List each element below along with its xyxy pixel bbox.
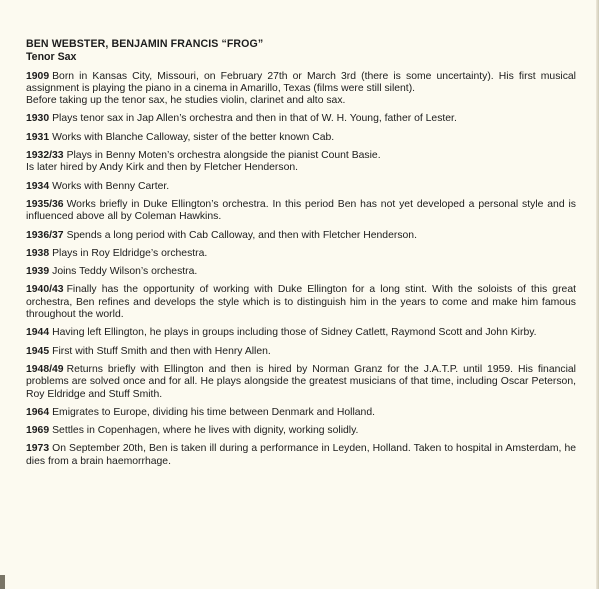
- page-title: BEN WEBSTER, BENJAMIN FRANCIS “FROG”: [26, 38, 264, 50]
- timeline-entry: [26, 284, 576, 321]
- entry-year: 1931: [26, 131, 50, 143]
- biography-content: [26, 38, 576, 474]
- entry-text: Works with Blanche Calloway, sister of the better known Cab.: [52, 131, 335, 143]
- entry-extra-text: Before taking up the tenor sax, he studies violin, clarinet and alto sax.: [26, 95, 346, 107]
- entry-text: Works briefly in Duke Ellington’s orchestra. In this period Ben has not yet developed a personal style and is influenced above all by Coleman Hawkins.: [26, 198, 576, 223]
- timeline-entry: [26, 71, 576, 108]
- timeline-entry: [26, 364, 576, 401]
- entry-year: 1936/37: [26, 229, 64, 241]
- timeline-entry: [26, 443, 576, 468]
- entry-year: 1969: [26, 425, 50, 437]
- timeline-entry: [26, 266, 576, 278]
- entry-text: Plays in Benny Moten’s orchestra alongside the pianist Count Basie.: [66, 150, 381, 162]
- entry-year: 1973: [26, 443, 50, 455]
- entry-year: 1964: [26, 406, 50, 418]
- entry-extra-text: Is later hired by Andy Kirk and then by Fletcher Henderson.: [26, 162, 299, 174]
- entry-year: 1939: [26, 266, 50, 278]
- entry-year: 1938: [26, 247, 50, 259]
- entry-text: Works with Benny Carter.: [52, 180, 170, 192]
- timeline-entry: [26, 230, 576, 242]
- entry-year: 1944: [26, 327, 50, 339]
- entry-text: Settles in Copenhagen, where he lives with dignity, working solidly.: [52, 425, 359, 437]
- entry-year: 1934: [26, 180, 50, 192]
- entry-text: Plays in Roy Eldridge’s orchestra.: [52, 247, 208, 259]
- timeline-entry: [26, 199, 576, 224]
- timeline-entry: [26, 181, 576, 193]
- entry-text: On September 20th, Ben is taken ill during a performance in Leyden, Holland. Taken to hospital in Amsterdam, he dies from a brain haemorrhage.: [26, 443, 576, 467]
- entry-text: Emigrates to Europe, dividing his time between Denmark and Holland.: [52, 406, 375, 418]
- entry-year: 1948/49: [26, 363, 64, 375]
- timeline-entry: [26, 248, 576, 260]
- timeline-entry: [26, 150, 576, 175]
- entry-year: 1909: [26, 70, 50, 82]
- entry-text: Finally has the opportunity of working with Duke Ellington for a long stint. With the soloists of this great orchestra, Ben refines and develops the style which is to distinguish him in the years to come and make him famous throughout the world.: [26, 284, 576, 321]
- entry-year: 1930: [26, 113, 50, 125]
- entry-year: 1935/36: [26, 198, 64, 210]
- entry-year: 1940/43: [26, 284, 64, 296]
- entry-text: Spends a long period with Cab Calloway, and then with Fletcher Henderson.: [66, 229, 417, 241]
- timeline-entry: [26, 327, 576, 339]
- timeline-entry: [26, 346, 576, 358]
- entry-text: First with Stuff Smith and then with Henry Allen.: [52, 345, 271, 357]
- timeline-entry: [26, 407, 576, 419]
- page-subtitle: Tenor Sax: [26, 51, 77, 64]
- entry-text: Born in Kansas City, Missouri, on February 27th or March 3rd (there is some uncertainty). His first musical assignment is playing the piano in a cinema in Amarillo, Texas (films were still silent).: [26, 70, 576, 94]
- entry-text: Having left Ellington, he plays in groups including those of Sidney Catlett, Raymond Scott and John Kirby.: [52, 327, 537, 339]
- entry-text: Returns briefly with Ellington and then is hired by Norman Granz for the J.A.T.P. until 1959. His financial problems are solved once and for all. He plays alongside the greatest musicians of that time, including Oscar Peterson, Roy Eldridge and Stuff Smith.: [26, 363, 576, 400]
- page-corner-mark: [0, 575, 5, 589]
- timeline-entry: [26, 425, 576, 437]
- timeline-entry: [26, 113, 576, 125]
- entry-text: Plays tenor sax in Jap Allen’s orchestra and then in that of W. H. Young, father of Lester.: [52, 113, 457, 125]
- entry-year: 1932/33: [26, 150, 64, 162]
- entry-year: 1945: [26, 345, 50, 357]
- entry-text: Joins Teddy Wilson’s orchestra.: [52, 266, 198, 278]
- timeline-entry: [26, 132, 576, 144]
